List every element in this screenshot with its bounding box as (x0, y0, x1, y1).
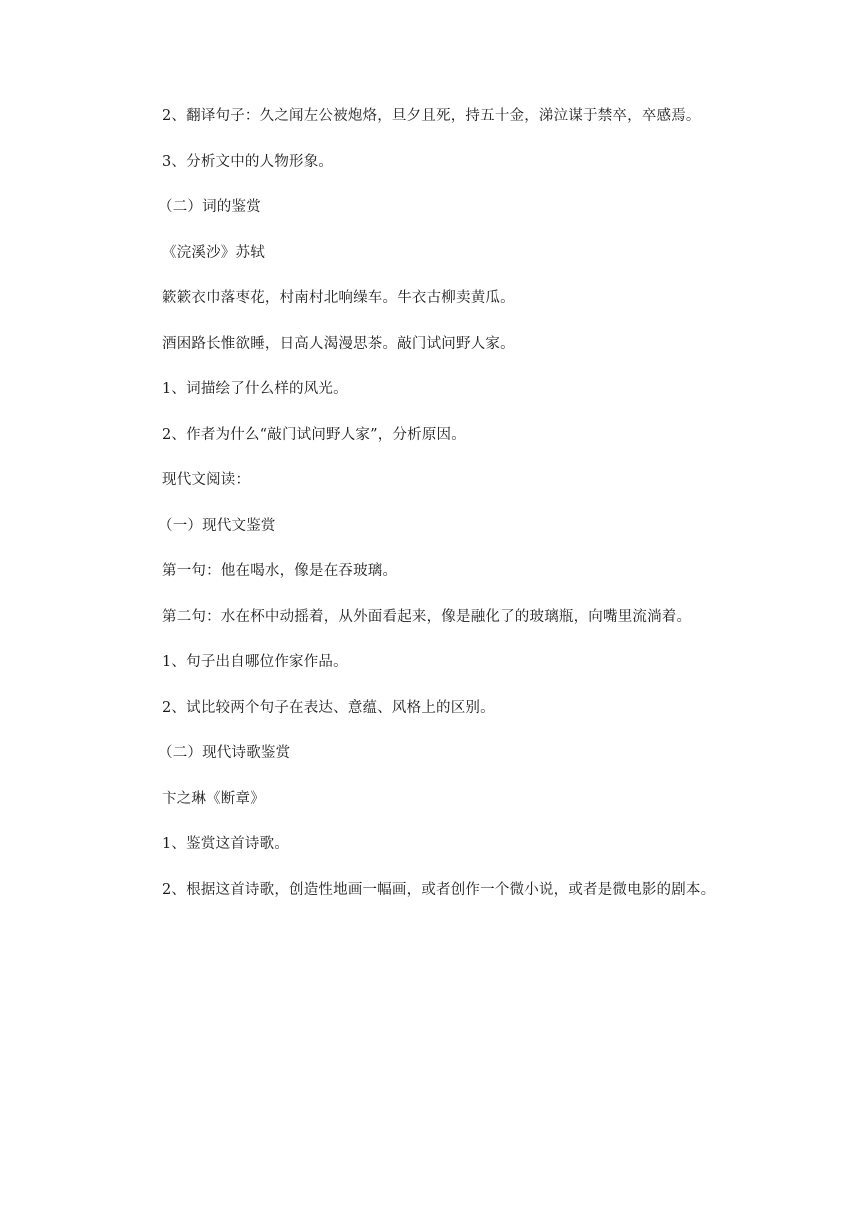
question-2-translate: 2、翻译句子：久之闻左公被炮烙，旦夕且死，持五十金，涕泣谋于禁卒，卒感焉。 (162, 108, 701, 124)
poem-question-2: 2、作者为什么“敲门试问野人家”，分析原因。 (162, 426, 466, 443)
poem-line-1: 簌簌衣巾落枣花，村南村北响缲车。牛衣古柳卖黄瓜。 (162, 290, 515, 306)
sentence-2: 第二句：水在杯中动摇着，从外面看起来，像是融化了的玻璃瓶，向嘴里流淌着。 (162, 608, 692, 625)
subsection-heading-modern-prose: （一）现代文鉴赏 (158, 517, 276, 534)
poetry-question-2: 2、根据这首诗歌，创造性地画一幅画，或者创作一个微小说，或者是微电影的剧本。 (162, 881, 716, 898)
section-heading-modern-reading: 现代文阅读： (162, 472, 251, 488)
poem-title-author: 《浣溪沙》苏轼 (162, 244, 265, 261)
section-heading-ci-appreciation: （二）词的鉴赏 (158, 199, 261, 215)
poetry-question-1: 1、鉴赏这首诗歌。 (162, 836, 290, 852)
prose-question-2: 2、试比较两个句子在表达、意蕴、风格上的区别。 (162, 699, 495, 716)
prose-question-1: 1、句子出自哪位作家作品。 (162, 654, 348, 670)
subsection-heading-modern-poetry: （二）现代诗歌鉴赏 (158, 745, 291, 761)
question-3-character-analysis: 3、分析文中的人物形象。 (162, 153, 334, 170)
sentence-1: 第一句：他在喝水，像是在吞玻璃。 (162, 563, 398, 579)
document-body (158, 106, 842, 925)
poem-line-2: 酒困路长惟欲睡，日高人渴漫思茶。敲门试问野人家。 (162, 335, 515, 352)
poem-reference: 卞之琳《断章》 (162, 790, 265, 807)
poem-question-1: 1、词描绘了什么样的风光。 (162, 381, 348, 397)
